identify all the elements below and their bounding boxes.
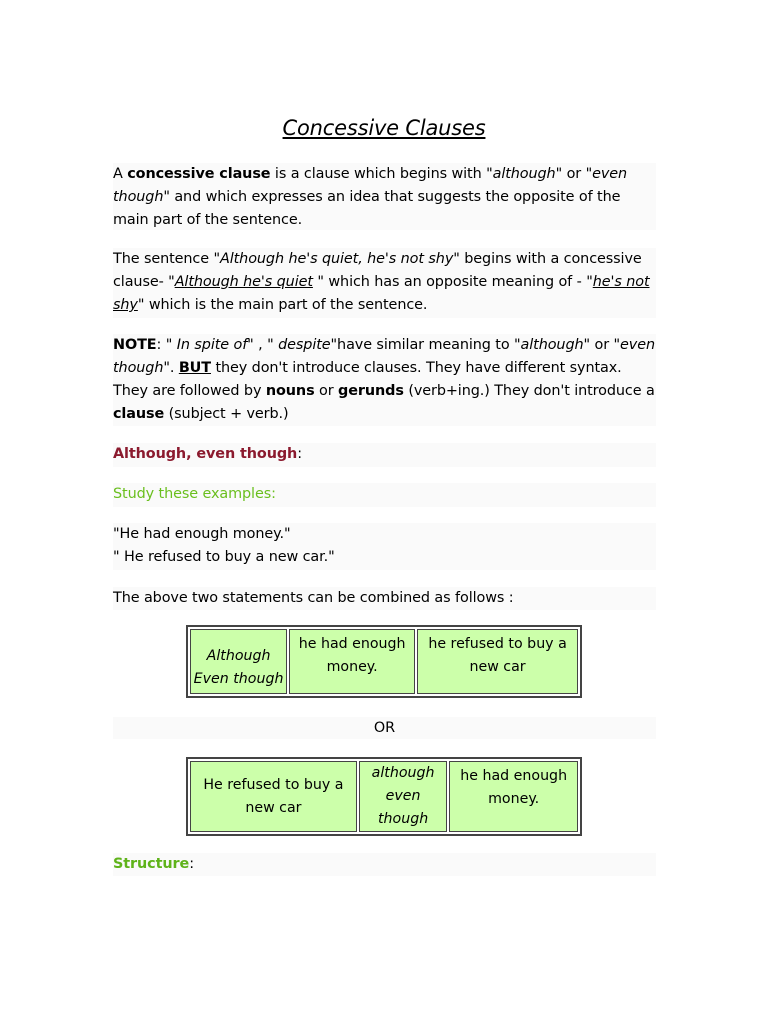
text: they don't introduce clauses. They have different syntax. They are followed by (113, 360, 622, 399)
text: A (113, 166, 128, 182)
text: (verb+ing.) They don't introduce a (403, 383, 655, 399)
italic-term: although (492, 166, 556, 182)
text: "have similar meaning to " (330, 337, 521, 353)
connector-although: Although (206, 648, 271, 664)
italic-term: despite (278, 337, 331, 353)
heading-text: Although, even though (113, 446, 298, 462)
example-1: "He had enough money." (113, 526, 291, 542)
italic-term: In spite of (176, 337, 248, 353)
page-title: Concessive Clauses (282, 116, 486, 140)
text: " begins with a concessive clause- " (113, 251, 642, 290)
text: " or " (555, 166, 593, 182)
table2-clause-cell: he had enough money. (449, 761, 578, 832)
example-table-2 (186, 757, 582, 836)
structure-text: Structure (113, 856, 190, 872)
text: " , " (247, 337, 279, 353)
connector-even-though: Even though (193, 671, 284, 687)
italic-term: even though (113, 337, 655, 376)
but-emphasis: BUT (178, 360, 211, 376)
section-heading (113, 443, 656, 467)
text: The above two statements can be combined as follows : (113, 590, 514, 606)
text: ". (163, 360, 179, 376)
text: is a clause which begins with " (270, 166, 493, 182)
table2-connector-cell (359, 761, 447, 832)
text: or (314, 383, 339, 399)
note-paragraph (113, 334, 656, 426)
bold-term: clause (113, 406, 165, 422)
bold-term: concessive clause (127, 166, 271, 182)
connector-even-though: even though (377, 788, 429, 827)
table2-main-cell: He refused to buy a new car (190, 761, 357, 832)
table1-clause-cell: he had enough money. (289, 629, 415, 694)
text: The sentence " (113, 251, 220, 267)
bold-term: nouns (265, 383, 315, 399)
underlined-main-part: he's not shy (113, 274, 650, 313)
bold-term: gerunds (338, 383, 404, 399)
text: : (189, 856, 194, 872)
or-separator: OR (113, 717, 656, 739)
text: " which is the main part of the sentence. (137, 297, 428, 313)
example-statements (113, 523, 656, 570)
study-label (113, 483, 656, 507)
text: " or " (583, 337, 621, 353)
text: " which has an opposite meaning of - " (312, 274, 593, 290)
note-label: NOTE (113, 337, 157, 353)
text: : (297, 446, 302, 462)
example-2: " He refused to buy a new car." (113, 549, 335, 565)
italic-term: even though (113, 166, 628, 205)
table1-connector-cell (190, 629, 287, 694)
connector-although: although (371, 765, 435, 781)
italic-sentence: Although he's quiet, he's not shy (220, 251, 454, 267)
text: " and which expresses an idea that suggests the opposite of the main part of the sentence. (113, 189, 621, 228)
table1-main-cell: he refused to buy a new car (417, 629, 578, 694)
text: : " (156, 337, 177, 353)
text: (subject + verb.) (164, 406, 289, 422)
example-paragraph (113, 248, 656, 318)
example-table-1 (186, 625, 582, 698)
definition-paragraph (113, 163, 656, 230)
italic-term: although (520, 337, 584, 353)
underlined-clause: Although he's quiet (174, 274, 313, 290)
structure-heading (113, 853, 656, 876)
study-text: Study these examples: (113, 486, 276, 502)
combine-sentence (113, 587, 656, 610)
